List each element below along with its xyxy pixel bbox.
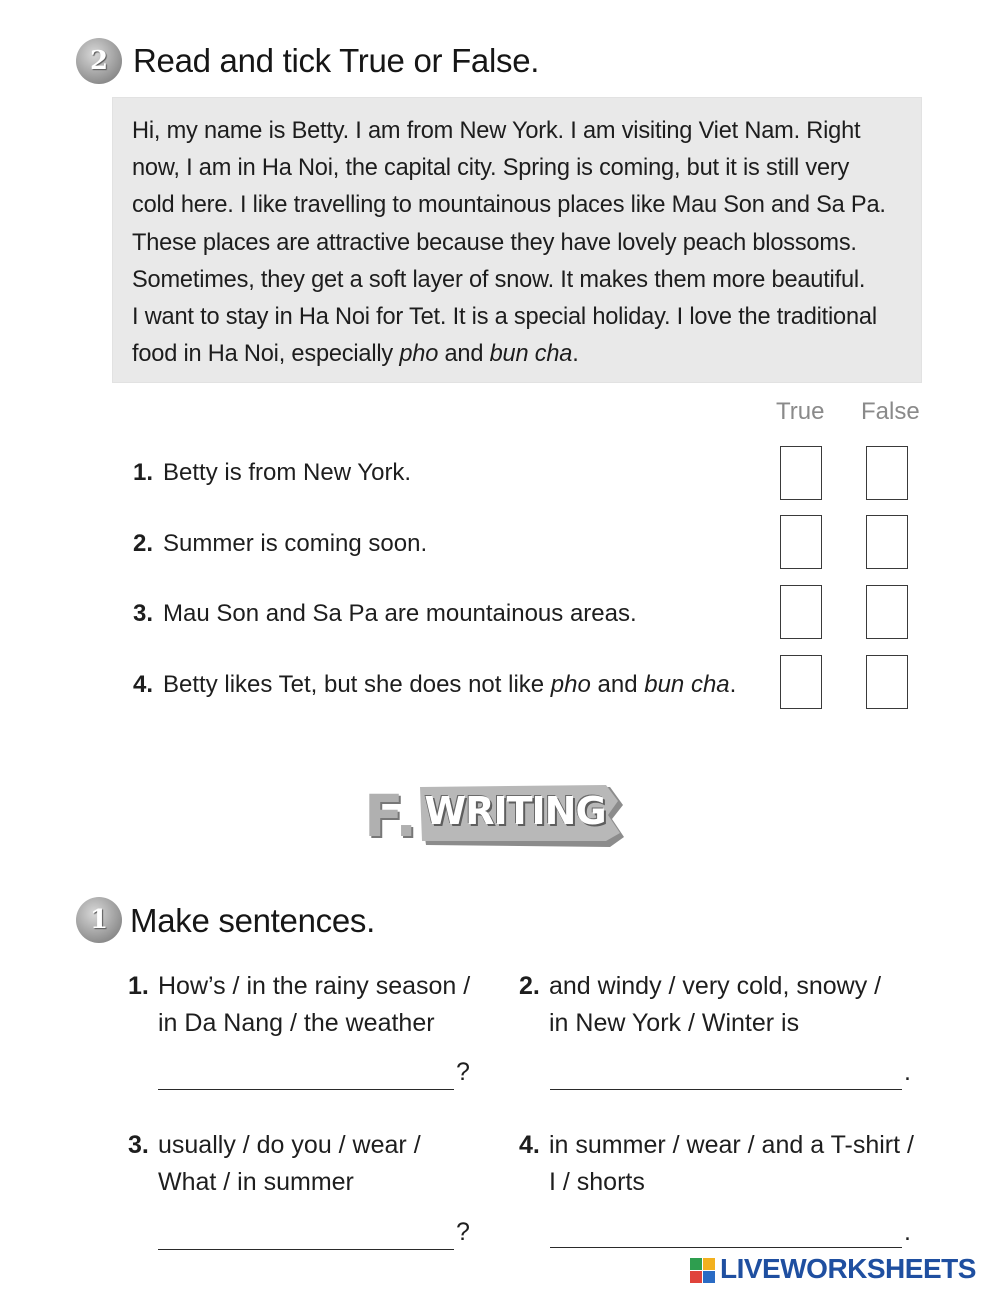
sentence-item-4 bbox=[519, 1127, 919, 1207]
answer-end-mark: . bbox=[904, 1058, 911, 1086]
statement-number: 4. bbox=[133, 671, 154, 698]
item-number: 4. bbox=[519, 1131, 540, 1159]
passage-line: cold here. I like travelling to mountainous places like Mau Son and Sa Pa. bbox=[132, 192, 886, 219]
statement-1 bbox=[133, 459, 411, 487]
true-checkbox-2[interactable] bbox=[780, 515, 822, 569]
statement-number: 2. bbox=[133, 530, 154, 557]
passage-line: I want to stay in Ha Noi for Tet. It is a special holiday. I love the traditional bbox=[132, 304, 877, 331]
exercise-number-badge: 1 bbox=[76, 897, 122, 943]
statement-text: Summer is coming soon. bbox=[163, 530, 428, 557]
false-checkbox-4[interactable] bbox=[866, 655, 908, 709]
statement-number: 1. bbox=[133, 459, 154, 486]
item-prompt-line: in Da Nang / the weather bbox=[158, 1009, 435, 1037]
false-checkbox-2[interactable] bbox=[866, 515, 908, 569]
statement-italic-word: pho bbox=[550, 671, 591, 698]
item-number: 3. bbox=[128, 1131, 149, 1159]
false-checkbox-3[interactable] bbox=[866, 585, 908, 639]
item-number: 1. bbox=[128, 972, 149, 1000]
item-prompt-line: I / shorts bbox=[549, 1168, 645, 1196]
passage-line: Sometimes, they get a soft layer of snow. It makes them more beautiful. bbox=[132, 266, 866, 293]
false-checkbox-1[interactable] bbox=[866, 446, 908, 500]
sentence-item-3 bbox=[128, 1127, 488, 1207]
passage-line: now, I am in Ha Noi, the capital city. Spring is coming, but it is still very bbox=[132, 155, 850, 182]
passage-italic-word: pho bbox=[399, 341, 439, 368]
statement-text: Betty is from New York. bbox=[163, 459, 412, 486]
true-column-header: True bbox=[776, 398, 825, 425]
item-prompt-line: in New York / Winter is bbox=[549, 1009, 800, 1037]
answer-field-1[interactable] bbox=[158, 1088, 454, 1090]
reading-passage bbox=[132, 113, 917, 373]
item-prompt-line: and windy / very cold, snowy / bbox=[549, 972, 882, 1000]
sentence-item-1 bbox=[128, 968, 488, 1048]
exercise-number-badge: 2 bbox=[76, 38, 122, 84]
passage-line: Hi, my name is Betty. I am from New York. I am visiting Viet Nam. Right bbox=[132, 118, 861, 144]
item-prompt-line: What / in summer bbox=[158, 1168, 354, 1196]
passage-text-part: food in Ha Noi, especially bbox=[132, 341, 400, 368]
answer-field-3[interactable] bbox=[158, 1248, 454, 1250]
statement-3 bbox=[133, 600, 637, 628]
passage-line bbox=[132, 336, 917, 373]
statement-number: 3. bbox=[133, 600, 154, 627]
statement-text: . bbox=[729, 671, 737, 698]
true-checkbox-3[interactable] bbox=[780, 585, 822, 639]
liveworksheets-logo-text: LIVEWORKSHEETS bbox=[720, 1253, 976, 1284]
sentence-item-2 bbox=[519, 968, 919, 1048]
statement-2 bbox=[133, 530, 427, 558]
answer-field-2[interactable] bbox=[550, 1088, 902, 1090]
liveworksheets-logo-icon bbox=[690, 1258, 716, 1284]
false-column-header: False bbox=[861, 398, 920, 425]
passage-italic-word: bun cha bbox=[489, 341, 573, 368]
answer-end-mark: ? bbox=[456, 1218, 470, 1246]
statement-text: Betty likes Tet, but she does not like bbox=[163, 671, 551, 698]
passage-text-part: and bbox=[438, 341, 490, 368]
passage-text-part: . bbox=[572, 341, 579, 368]
statement-text: Mau Son and Sa Pa are mountainous areas. bbox=[163, 600, 637, 627]
statement-text: and bbox=[590, 671, 645, 698]
true-checkbox-1[interactable] bbox=[780, 446, 822, 500]
item-number: 2. bbox=[519, 972, 540, 1000]
section-letter: F. bbox=[364, 782, 418, 850]
item-prompt-line: How’s / in the rainy season / bbox=[158, 972, 471, 1000]
section-title: WRITING bbox=[424, 789, 606, 833]
passage-line: These places are attractive because they have lovely peach blossoms. bbox=[132, 229, 857, 256]
statement-4 bbox=[133, 671, 736, 699]
answer-field-4[interactable] bbox=[550, 1246, 902, 1248]
item-prompt-line: usually / do you / wear / bbox=[158, 1131, 421, 1159]
answer-end-mark: ? bbox=[456, 1058, 470, 1086]
answer-end-mark: . bbox=[904, 1218, 911, 1246]
exercise-title: Read and tick True or False. bbox=[133, 42, 540, 79]
exercise-title: Make sentences. bbox=[130, 902, 375, 939]
true-checkbox-4[interactable] bbox=[780, 655, 822, 709]
statement-italic-word: bun cha bbox=[644, 671, 730, 698]
section-banner bbox=[420, 785, 620, 851]
item-prompt-line: in summer / wear / and a T-shirt / bbox=[549, 1131, 914, 1159]
